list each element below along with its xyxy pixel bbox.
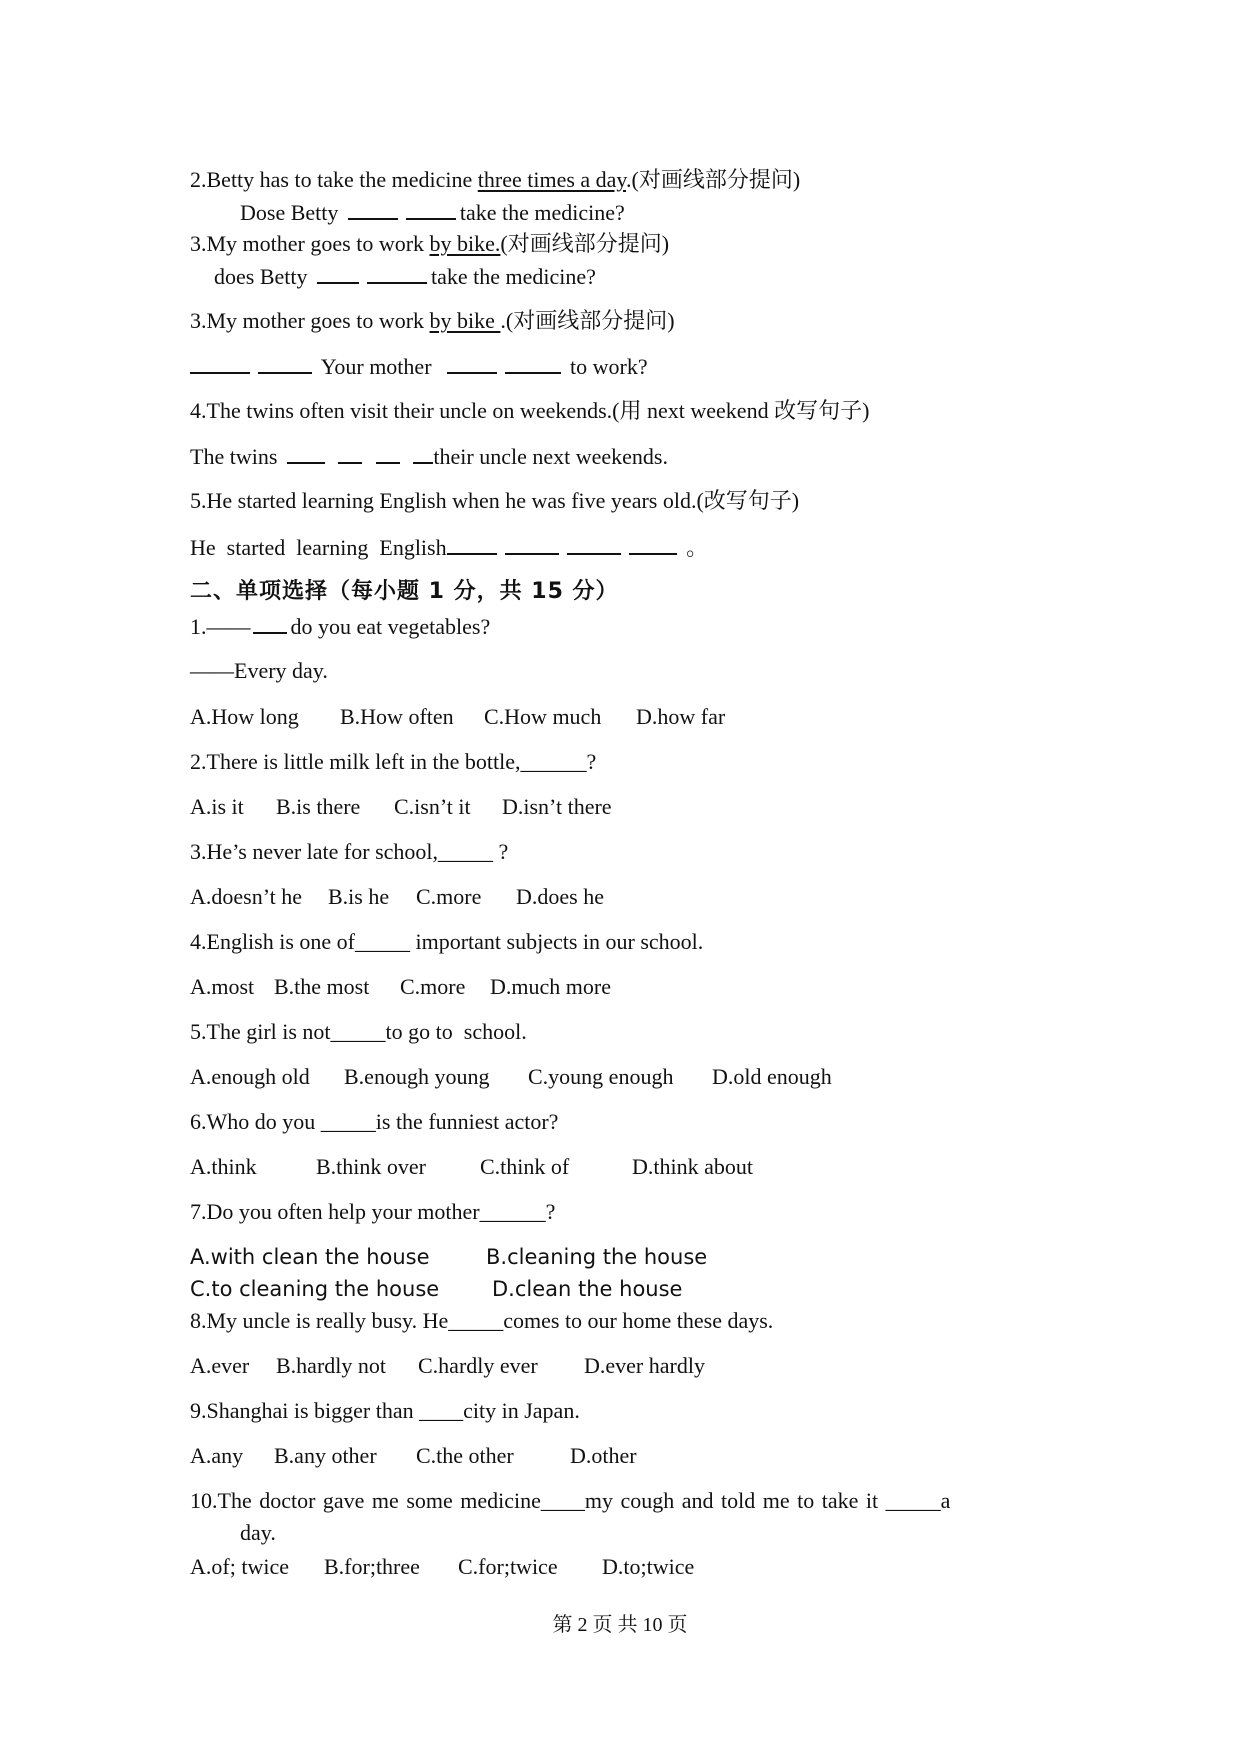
option: D.how far [636, 704, 726, 729]
option: C.young enough [528, 1064, 674, 1089]
s1-q3b-prefix: 3.My mother goes to work [190, 308, 430, 333]
section2-heading: 二、单项选择（每小题 1 分，共 15 分） [190, 579, 619, 604]
option: A.with clean the house [190, 1245, 430, 1269]
blank [413, 442, 433, 464]
blank [447, 533, 497, 555]
s2-q8-stem: 8.My uncle is really busy. He_____comes to our home these days. [190, 1308, 774, 1333]
option: A.ever [190, 1353, 250, 1378]
blank [287, 442, 325, 464]
blank [367, 262, 427, 284]
s2-q2-stem: 2.There is little milk left in the bottle,______? [190, 749, 597, 774]
blank [253, 612, 287, 634]
blank [567, 533, 621, 555]
option: C.isn’t it [394, 794, 471, 819]
option: C.to cleaning the house [190, 1277, 440, 1301]
s2-q1-stem-a: 1.—— [190, 614, 251, 639]
option: A.any [190, 1443, 244, 1468]
option: D.to;twice [602, 1554, 695, 1579]
s1-q3b-suffix: .(对画线部分提问) [500, 308, 675, 333]
option: A.most [190, 974, 255, 999]
s2-q4-options [190, 973, 611, 1001]
blank [406, 198, 456, 220]
option: B.for;three [324, 1554, 420, 1579]
s1-q3a-answer-start: does Betty [214, 264, 308, 289]
option: D.does he [516, 884, 604, 909]
page-number-footer: 第 2 页 共 10 页 [552, 1614, 688, 1636]
s2-q2-options [190, 793, 612, 821]
option: B.is there [276, 794, 361, 819]
s2-q3-stem: 3.He’s never late for school,_____ ? [190, 839, 509, 864]
s1-q2-suffix: .(对画线部分提问) [626, 167, 801, 192]
option: A.think [190, 1154, 257, 1179]
option: A.of; twice [190, 1554, 289, 1579]
s2-q1-reply: ——Every day. [190, 658, 328, 683]
s1-q4-answer-end: their uncle next weekends. [433, 444, 668, 469]
option: D.much more [490, 974, 611, 999]
s1-q3b-stem [190, 307, 675, 335]
s2-q4-stem: 4.English is one of_____ important subjects in our school. [190, 929, 704, 954]
s2-q1-options [190, 703, 725, 731]
s1-q3b-underlined: by bike [429, 308, 501, 333]
option: A.is it [190, 794, 244, 819]
option: A.How long [190, 704, 299, 729]
option: B.cleaning the house [486, 1245, 708, 1269]
blank [505, 533, 559, 555]
s2-q10-stem-line2: day. [240, 1520, 276, 1545]
s1-q2-underlined: three times a day [477, 167, 626, 192]
option: D.isn’t there [502, 794, 612, 819]
s2-q6-stem: 6.Who do you _____is the funniest actor? [190, 1109, 559, 1134]
option: C.more [416, 884, 482, 909]
s2-q9-stem: 9.Shanghai is bigger than ____city in Japan. [190, 1398, 580, 1423]
s1-q3b-answer-end: to work? [570, 354, 648, 379]
blank [348, 198, 398, 220]
option: B.is he [328, 884, 390, 909]
s1-q2-stem [190, 166, 800, 194]
blank [258, 352, 312, 374]
s1-q5-answer-end: 。 [680, 535, 709, 560]
s2-q5-options [190, 1063, 832, 1091]
option: C.the other [416, 1443, 514, 1468]
s1-q3a-stem [190, 230, 669, 258]
option: C.How much [484, 704, 602, 729]
s2-q1-stem-b: do you eat vegetables? [290, 614, 491, 639]
option: B.think over [316, 1154, 426, 1179]
option: A.enough old [190, 1064, 310, 1089]
option: B.enough young [344, 1064, 490, 1089]
option: C.for;twice [458, 1554, 558, 1579]
blank [317, 262, 359, 284]
s2-q7-options-row2 [190, 1275, 682, 1303]
s2-q1-stem [190, 612, 490, 641]
s1-q4-answer [190, 442, 668, 471]
s1-q5-answer [190, 533, 708, 562]
s1-q2-answer-end: take the medicine? [459, 200, 625, 225]
option: D.old enough [712, 1064, 832, 1089]
option: A.doesn’t he [190, 884, 303, 909]
s2-q10-stem-line1: 10.The doctor gave me some medicine____my cough and told me to take it _____a [190, 1488, 951, 1513]
option: C.think of [480, 1154, 570, 1179]
s1-q5-stem: 5.He started learning English when he was five years old.(改写句子) [190, 488, 800, 513]
s1-q3b-answer-mid: Your mother [320, 354, 432, 379]
blank [376, 442, 400, 464]
s1-q2-answer [240, 198, 625, 227]
s1-q5-answer-start: He started learning English [190, 535, 447, 560]
option: B.the most [274, 974, 370, 999]
s1-q2-prefix: 2.Betty has to take the medicine [190, 167, 478, 192]
blank [447, 352, 497, 374]
option: D.think about [632, 1154, 753, 1179]
blank [338, 442, 362, 464]
blank [629, 533, 677, 555]
s1-q3a-prefix: 3.My mother goes to work [190, 231, 430, 256]
s2-q6-options [190, 1153, 753, 1181]
option: B.any other [274, 1443, 377, 1468]
s2-q3-options [190, 883, 604, 911]
s1-q2-answer-start: Dose Betty [240, 200, 339, 225]
s1-q4-answer-start: The twins [190, 444, 278, 469]
option: C.hardly ever [418, 1353, 538, 1378]
s2-q10-options [190, 1553, 694, 1581]
s1-q3a-suffix: (对画线部分提问) [500, 231, 670, 256]
option: B.hardly not [276, 1353, 386, 1378]
option: B.How often [340, 704, 454, 729]
s2-q5-stem: 5.The girl is not_____to go to school. [190, 1019, 527, 1044]
s1-q3a-answer [214, 262, 596, 291]
option: D.clean the house [492, 1277, 683, 1301]
s1-q3a-underlined: by bike. [429, 231, 501, 256]
s1-q4-stem: 4.The twins often visit their uncle on weekends.(用 next weekend 改写句子) [190, 398, 870, 423]
s2-q9-options [190, 1442, 637, 1470]
blank [190, 352, 250, 374]
option: C.more [400, 974, 466, 999]
s2-q8-options [190, 1352, 705, 1380]
blank [505, 352, 561, 374]
s1-q3a-answer-end: take the medicine? [431, 264, 596, 289]
s2-q7-stem: 7.Do you often help your mother______? [190, 1199, 556, 1224]
s1-q3b-answer [190, 352, 648, 381]
s2-q7-options-row1 [190, 1243, 707, 1271]
option: D.other [570, 1443, 637, 1468]
option: D.ever hardly [584, 1353, 705, 1378]
